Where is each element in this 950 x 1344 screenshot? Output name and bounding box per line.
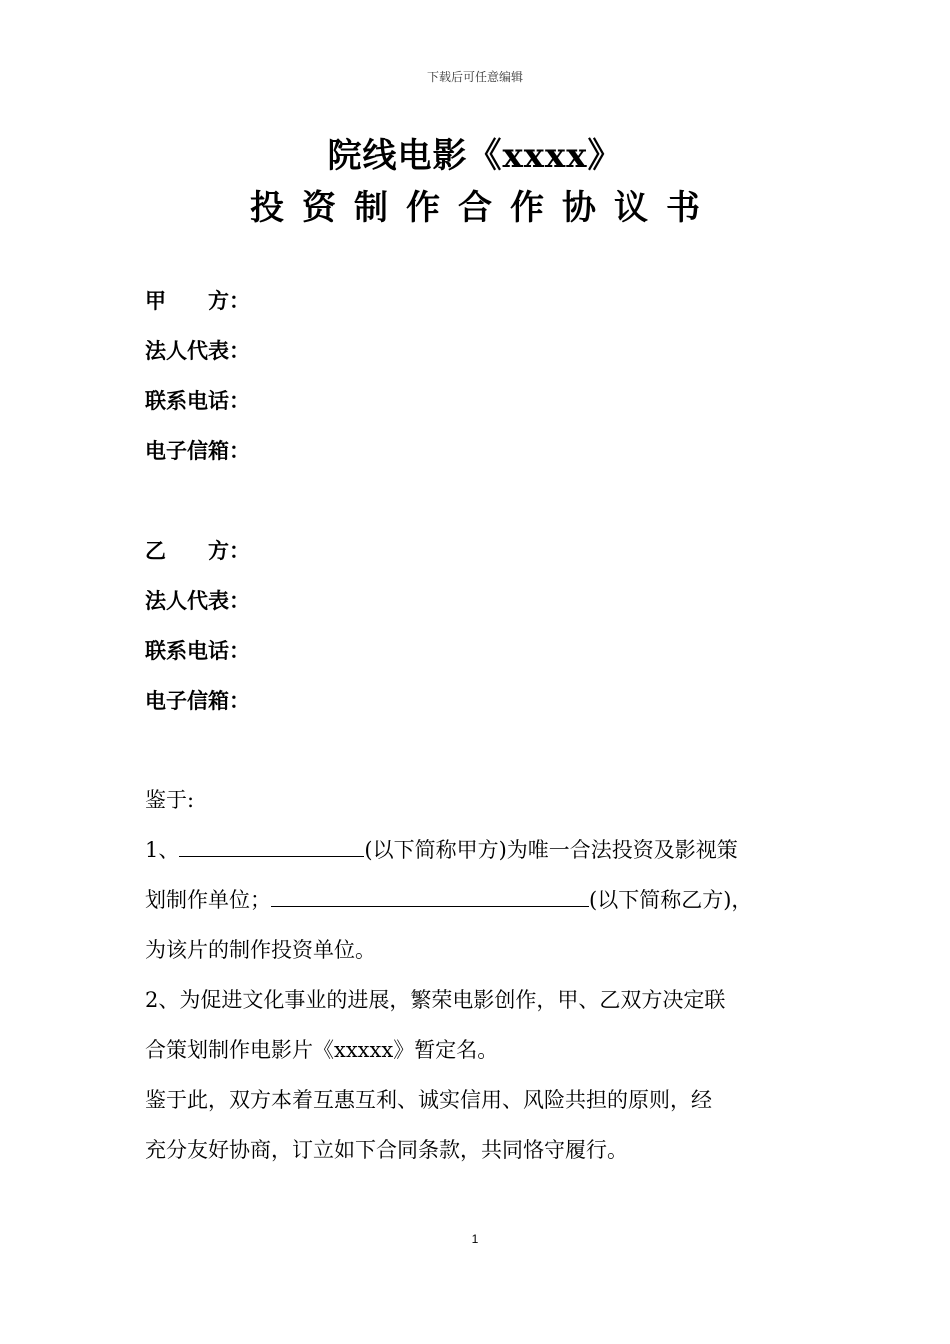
party-b-label: 乙 方： [145,539,250,563]
party-a-phone-label: 联系电话： [145,389,250,413]
clause-3-line-2: 充分友好协商，订立如下合同条款，共同恪守履行。 [145,1138,628,1162]
clause-1-text: (以下简称甲方)为唯一合法投资及影视策 [364,838,738,862]
agreement-body [145,775,810,1175]
clause-1-number: 1、 [145,838,180,862]
party-b-block [145,536,250,736]
party-a-label: 甲 方： [145,289,250,313]
party-b-rep-label: 法人代表： [145,589,250,613]
document-subtitle: 投资制作合作协议书 [250,188,718,228]
party-a-block [145,286,250,486]
party-a-name-blank [179,834,364,857]
clause-1-line-2-text: (以下简称乙方)， [589,888,753,912]
party-b-phone-label: 联系电话： [145,639,250,663]
header-note: 下载后可任意编辑 [426,70,523,84]
clause-1-line-2 [145,875,810,925]
document-title: 院线电影《xxxx》 [327,136,623,176]
clause-1-line-3: 为该片的制作投资单位。 [145,938,376,962]
party-a-email-label: 电子信箱： [145,439,250,463]
clause-3-line-1: 鉴于此，双方本着互惠互利、诚实信用、风险共担的原则，经 [145,1088,712,1112]
clause-1-line-2-prefix: 划制作单位； [145,888,271,912]
clause-2-line-2: 合策划制作电影片《xxxxx》暂定名。 [145,1038,499,1062]
party-a-rep-label: 法人代表： [145,339,250,363]
page-number: 1 [471,1232,479,1246]
party-b-email-label: 电子信箱： [145,689,250,713]
clause-1-line-1 [145,825,810,875]
clause-2-line-1: 2、为促进文化事业的进展，繁荣电影创作，甲、乙双方决定联 [145,988,726,1012]
whereas-heading: 鉴于: [145,788,195,812]
party-b-name-blank [271,884,589,907]
